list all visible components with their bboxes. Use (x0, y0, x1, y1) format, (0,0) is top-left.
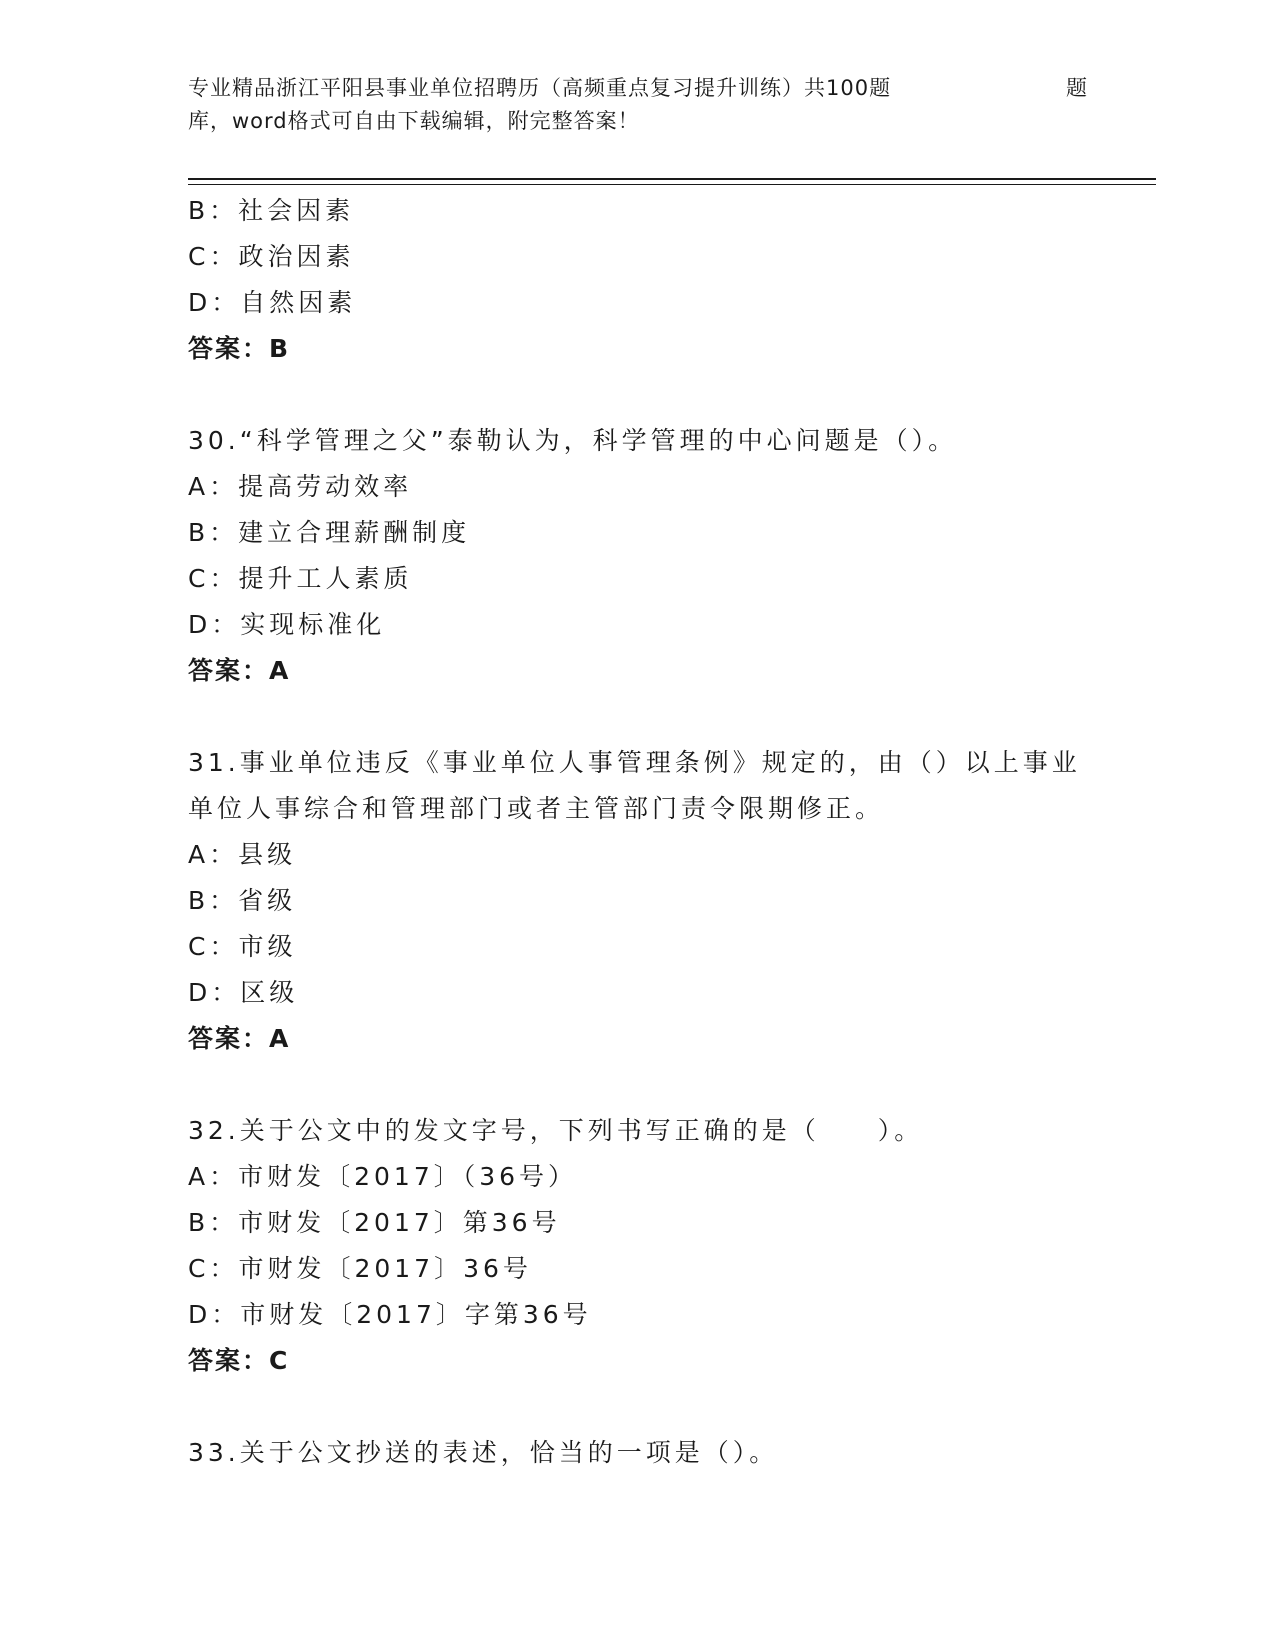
option-c: C：提升工人素质 (188, 564, 413, 593)
header-title-tail: 题 (1066, 76, 1088, 100)
question-stem: 32.关于公文中的发文字号，下列书写正确的是（ ）。 (188, 1116, 924, 1145)
question-31 (188, 740, 1088, 1062)
option-b: B：省级 (188, 886, 297, 915)
option-c: C：市财发〔2017〕36号 (188, 1254, 532, 1283)
question-stem: 30.“科学管理之父”泰勒认为，科学管理的中心问题是（）。 (188, 426, 958, 455)
spacer (188, 1062, 1088, 1108)
question-stem-line-1: 31.事业单位违反《事业单位人事管理条例》规定的，由（）以上事业 (188, 748, 1081, 777)
header-divider-thick (188, 178, 1156, 180)
header-divider-thin (188, 184, 1156, 185)
question-30 (188, 418, 1088, 694)
answer: 答案：B (188, 334, 291, 363)
question-stem: 33.关于公文抄送的表述，恰当的一项是（）。 (188, 1438, 779, 1467)
spacer (188, 372, 1088, 418)
option-d: D：自然因素 (188, 288, 357, 317)
question-stem-line-2: 单位人事综合和管理部门或者主管部门责令限期修正。 (188, 794, 885, 823)
option-b: B：市财发〔2017〕第36号 (188, 1208, 561, 1237)
option-c: C：政治因素 (188, 242, 355, 271)
option-a: A：市财发〔2017〕（36号） (188, 1162, 578, 1191)
option-a: A：提高劳动效率 (188, 472, 413, 501)
answer: 答案：C (188, 1346, 290, 1375)
header-title: 专业精品浙江平阳县事业单位招聘历（高频重点复习提升训练）共100题 (188, 76, 892, 100)
answer: 答案：A (188, 656, 291, 685)
option-d: D：区级 (188, 978, 299, 1007)
question-33 (188, 1430, 1088, 1476)
spacer (188, 694, 1088, 740)
option-c: C：市级 (188, 932, 297, 961)
header-line-1 (188, 72, 1088, 105)
option-d: D：实现标准化 (188, 610, 386, 639)
option-a: A：县级 (188, 840, 297, 869)
header-line-2: 库，word格式可自由下载编辑，附完整答案！ (188, 109, 640, 133)
page-header (188, 72, 1088, 138)
question-29 (188, 188, 1088, 372)
question-list (188, 188, 1088, 1476)
answer: 答案：A (188, 1024, 291, 1053)
option-d: D：市财发〔2017〕字第36号 (188, 1300, 592, 1329)
question-32 (188, 1108, 1088, 1384)
spacer (188, 1384, 1088, 1430)
option-b: B：社会因素 (188, 196, 355, 225)
option-b: B：建立合理薪酬制度 (188, 518, 471, 547)
